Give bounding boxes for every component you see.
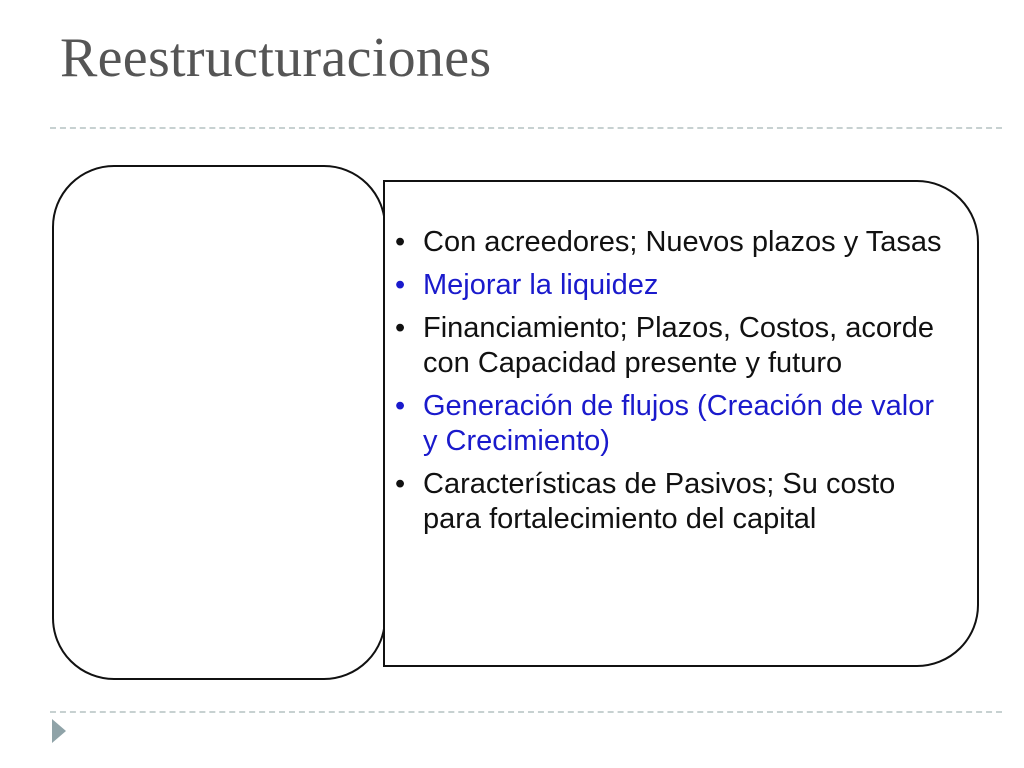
- footer-divider: [50, 711, 1002, 713]
- bullet-item: [395, 467, 955, 537]
- bullet-item: [395, 311, 955, 381]
- bullet-text: Financiamiento; Plazos, Costos, acorde con Capacidad presente y futuro: [423, 312, 934, 379]
- bullet-mark: •: [395, 312, 406, 344]
- bullet-item: [395, 268, 955, 303]
- bullet-text: Características de Pasivos; Su costo para fortalecimiento del capital: [423, 468, 896, 535]
- triangle-right-icon: [52, 719, 66, 743]
- bullet-text: Con acreedores; Nuevos plazos y Tasas: [423, 226, 942, 258]
- bullet-item: [395, 389, 955, 459]
- bullet-text: Mejorar la liquidez: [423, 269, 659, 301]
- slide-title: Reestructuraciones: [60, 27, 492, 89]
- bullet-mark: •: [395, 226, 406, 258]
- left-card: [52, 165, 386, 680]
- bullet-text: Generación de flujos (Creación de valor y Crecimiento): [423, 390, 934, 457]
- title-divider: [50, 127, 1002, 129]
- bullet-mark: •: [395, 468, 406, 500]
- bullet-list: [395, 225, 955, 545]
- bullet-mark: •: [395, 269, 406, 301]
- bullet-item: [395, 225, 955, 260]
- bullet-mark: •: [395, 390, 406, 422]
